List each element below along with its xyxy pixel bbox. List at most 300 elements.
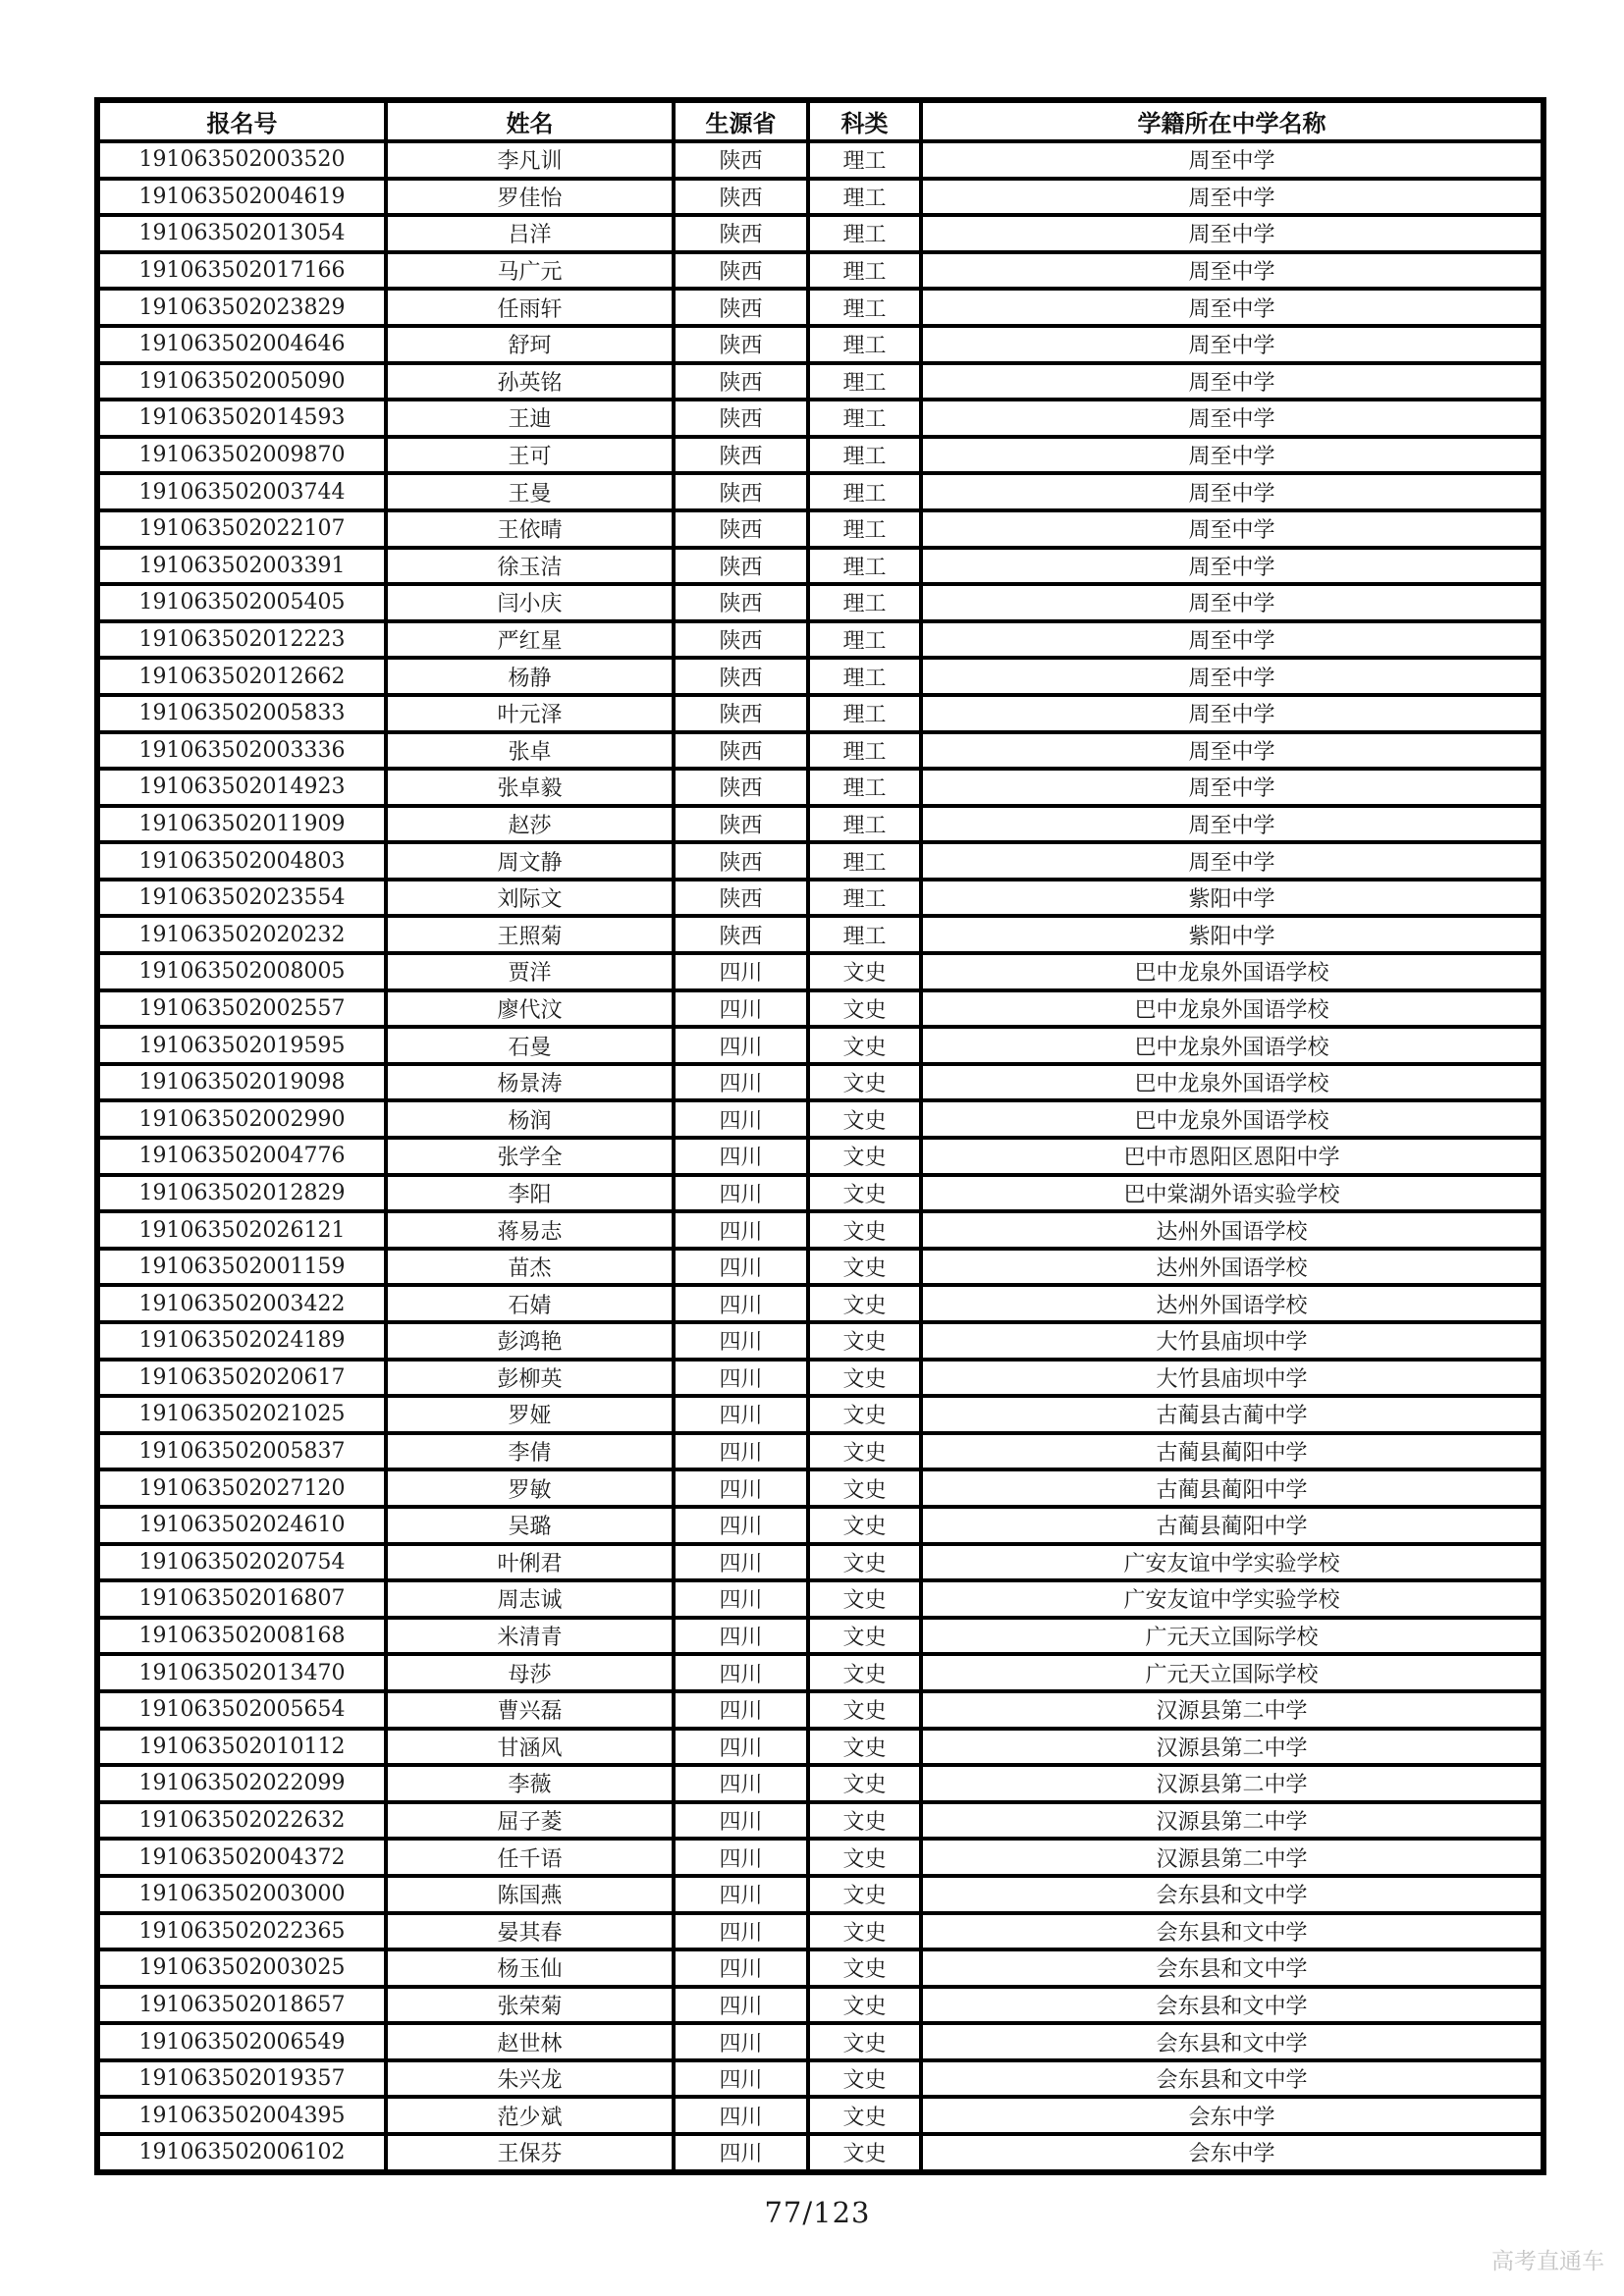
cell-subject-category: 文史 bbox=[808, 953, 921, 990]
cell-name: 张卓毅 bbox=[386, 769, 674, 806]
cell-registration-number: 191063502020754 bbox=[97, 1544, 386, 1581]
cell-source-province: 陕西 bbox=[674, 510, 808, 548]
cell-school-name: 周至中学 bbox=[921, 179, 1543, 216]
cell-school-name: 巴中龙泉外国语学校 bbox=[921, 1100, 1543, 1138]
col-header-name: 姓名 bbox=[386, 100, 674, 141]
cell-subject-category: 文史 bbox=[808, 1360, 921, 1397]
table-row bbox=[97, 1580, 1543, 1618]
table-row bbox=[97, 141, 1543, 179]
table-body bbox=[97, 141, 1543, 2172]
cell-subject-category: 文史 bbox=[808, 1322, 921, 1360]
cell-source-province: 四川 bbox=[674, 1987, 808, 2024]
table-row bbox=[97, 1249, 1543, 1286]
cell-school-name: 会东县和文中学 bbox=[921, 2023, 1543, 2060]
cell-subject-category: 理工 bbox=[808, 252, 921, 290]
cell-source-province: 陕西 bbox=[674, 732, 808, 770]
cell-registration-number: 191063502024189 bbox=[97, 1322, 386, 1360]
table-row bbox=[97, 1322, 1543, 1360]
cell-source-province: 陕西 bbox=[674, 400, 808, 437]
cell-subject-category: 文史 bbox=[808, 990, 921, 1028]
table-row bbox=[97, 1285, 1543, 1322]
table-row bbox=[97, 1360, 1543, 1397]
cell-registration-number: 191063502022365 bbox=[97, 1913, 386, 1950]
cell-subject-category: 理工 bbox=[808, 289, 921, 326]
cell-name: 朱兴龙 bbox=[386, 2060, 674, 2098]
cell-registration-number: 191063502009870 bbox=[97, 437, 386, 474]
table-row bbox=[97, 1839, 1543, 1876]
table-row bbox=[97, 880, 1543, 917]
cell-school-name: 广元天立国际学校 bbox=[921, 1618, 1543, 1655]
cell-school-name: 会东中学 bbox=[921, 2134, 1543, 2172]
cell-name: 母莎 bbox=[386, 1654, 674, 1691]
cell-source-province: 陕西 bbox=[674, 695, 808, 732]
cell-registration-number: 191063502019098 bbox=[97, 1064, 386, 1101]
cell-source-province: 四川 bbox=[674, 1507, 808, 1544]
table-row bbox=[97, 1765, 1543, 1802]
cell-registration-number: 191063502010112 bbox=[97, 1729, 386, 1766]
cell-registration-number: 191063502027120 bbox=[97, 1469, 386, 1507]
cell-name: 闫小庆 bbox=[386, 584, 674, 621]
cell-school-name: 广安友谊中学实验学校 bbox=[921, 1580, 1543, 1618]
cell-registration-number: 191063502016807 bbox=[97, 1580, 386, 1618]
cell-school-name: 会东县和文中学 bbox=[921, 1913, 1543, 1950]
cell-source-province: 陕西 bbox=[674, 548, 808, 585]
cell-school-name: 达州外国语学校 bbox=[921, 1285, 1543, 1322]
cell-source-province: 四川 bbox=[674, 1360, 808, 1397]
cell-name: 杨静 bbox=[386, 658, 674, 695]
cell-subject-category: 文史 bbox=[808, 1138, 921, 1175]
cell-name: 罗佳怡 bbox=[386, 179, 674, 216]
cell-name: 舒珂 bbox=[386, 326, 674, 363]
cell-registration-number: 191063502002990 bbox=[97, 1100, 386, 1138]
cell-subject-category: 文史 bbox=[808, 1949, 921, 1987]
cell-school-name: 会东县和文中学 bbox=[921, 1987, 1543, 2024]
cell-name: 米清青 bbox=[386, 1618, 674, 1655]
table-row bbox=[97, 1507, 1543, 1544]
table-row bbox=[97, 179, 1543, 216]
table-row bbox=[97, 1211, 1543, 1249]
cell-registration-number: 191063502022632 bbox=[97, 1802, 386, 1840]
cell-school-name: 周至中学 bbox=[921, 400, 1543, 437]
table-row bbox=[97, 1729, 1543, 1766]
table-row bbox=[97, 842, 1543, 880]
cell-subject-category: 理工 bbox=[808, 473, 921, 510]
cell-subject-category: 文史 bbox=[808, 1469, 921, 1507]
cell-registration-number: 191063502004646 bbox=[97, 326, 386, 363]
cell-source-province: 陕西 bbox=[674, 769, 808, 806]
cell-registration-number: 191063502012223 bbox=[97, 621, 386, 659]
cell-subject-category: 文史 bbox=[808, 1027, 921, 1064]
cell-source-province: 陕西 bbox=[674, 141, 808, 179]
cell-source-province: 四川 bbox=[674, 1691, 808, 1729]
cell-source-province: 四川 bbox=[674, 2023, 808, 2060]
table-row bbox=[97, 510, 1543, 548]
table-row bbox=[97, 2023, 1543, 2060]
cell-subject-category: 文史 bbox=[808, 1175, 921, 1212]
cell-school-name: 达州外国语学校 bbox=[921, 1249, 1543, 1286]
table-row bbox=[97, 1913, 1543, 1950]
cell-school-name: 周至中学 bbox=[921, 584, 1543, 621]
cell-school-name: 汉源县第二中学 bbox=[921, 1802, 1543, 1840]
table-row bbox=[97, 1691, 1543, 1729]
table-row bbox=[97, 584, 1543, 621]
cell-source-province: 四川 bbox=[674, 1618, 808, 1655]
table-row bbox=[97, 289, 1543, 326]
cell-source-province: 陕西 bbox=[674, 473, 808, 510]
cell-name: 彭柳英 bbox=[386, 1360, 674, 1397]
table-row bbox=[97, 2060, 1543, 2098]
table-row bbox=[97, 473, 1543, 510]
col-header-registration-number: 报名号 bbox=[97, 100, 386, 141]
cell-school-name: 会东县和文中学 bbox=[921, 1949, 1543, 1987]
table-row bbox=[97, 990, 1543, 1028]
cell-source-province: 陕西 bbox=[674, 806, 808, 843]
cell-registration-number: 191063502013054 bbox=[97, 215, 386, 252]
cell-source-province: 四川 bbox=[674, 1729, 808, 1766]
cell-subject-category: 文史 bbox=[808, 1765, 921, 1802]
cell-name: 严红星 bbox=[386, 621, 674, 659]
cell-name: 范少斌 bbox=[386, 2097, 674, 2134]
cell-registration-number: 191063502013470 bbox=[97, 1654, 386, 1691]
cell-school-name: 巴中龙泉外国语学校 bbox=[921, 990, 1543, 1028]
cell-school-name: 达州外国语学校 bbox=[921, 1211, 1543, 1249]
table-header-row bbox=[97, 100, 1543, 141]
table-row bbox=[97, 1618, 1543, 1655]
cell-school-name: 古蔺县古蔺中学 bbox=[921, 1396, 1543, 1433]
cell-name: 罗敏 bbox=[386, 1469, 674, 1507]
cell-source-province: 四川 bbox=[674, 2060, 808, 2098]
table-row bbox=[97, 1949, 1543, 1987]
col-header-source-province: 生源省 bbox=[674, 100, 808, 141]
cell-subject-category: 理工 bbox=[808, 548, 921, 585]
cell-registration-number: 191063502006102 bbox=[97, 2134, 386, 2172]
cell-registration-number: 191063502003422 bbox=[97, 1285, 386, 1322]
cell-school-name: 广元天立国际学校 bbox=[921, 1654, 1543, 1691]
cell-school-name: 周至中学 bbox=[921, 621, 1543, 659]
cell-school-name: 周至中学 bbox=[921, 769, 1543, 806]
cell-subject-category: 理工 bbox=[808, 215, 921, 252]
cell-subject-category: 理工 bbox=[808, 179, 921, 216]
table-row bbox=[97, 1654, 1543, 1691]
cell-registration-number: 191063502008168 bbox=[97, 1618, 386, 1655]
cell-school-name: 周至中学 bbox=[921, 473, 1543, 510]
cell-source-province: 四川 bbox=[674, 1469, 808, 1507]
cell-registration-number: 191063502008005 bbox=[97, 953, 386, 990]
cell-registration-number: 191063502018657 bbox=[97, 1987, 386, 2024]
cell-school-name: 大竹县庙坝中学 bbox=[921, 1322, 1543, 1360]
cell-name: 王保芬 bbox=[386, 2134, 674, 2172]
cell-registration-number: 191063502004776 bbox=[97, 1138, 386, 1175]
cell-source-province: 四川 bbox=[674, 990, 808, 1028]
page-number: 77/123 bbox=[764, 2196, 871, 2229]
cell-source-province: 四川 bbox=[674, 1100, 808, 1138]
table-row bbox=[97, 769, 1543, 806]
table-row bbox=[97, 437, 1543, 474]
cell-name: 石婧 bbox=[386, 1285, 674, 1322]
table-row bbox=[97, 806, 1543, 843]
table-row bbox=[97, 1544, 1543, 1581]
cell-source-province: 四川 bbox=[674, 1433, 808, 1470]
cell-name: 周文静 bbox=[386, 842, 674, 880]
cell-source-province: 四川 bbox=[674, 1249, 808, 1286]
cell-school-name: 周至中学 bbox=[921, 289, 1543, 326]
cell-name: 曹兴磊 bbox=[386, 1691, 674, 1729]
cell-name: 李薇 bbox=[386, 1765, 674, 1802]
cell-name: 彭鸿艳 bbox=[386, 1322, 674, 1360]
cell-registration-number: 191063502006549 bbox=[97, 2023, 386, 2060]
cell-name: 徐玉洁 bbox=[386, 548, 674, 585]
cell-name: 杨润 bbox=[386, 1100, 674, 1138]
cell-registration-number: 191063502001159 bbox=[97, 1249, 386, 1286]
cell-registration-number: 191063502019595 bbox=[97, 1027, 386, 1064]
cell-registration-number: 191063502022107 bbox=[97, 510, 386, 548]
table-row bbox=[97, 953, 1543, 990]
cell-name: 任千语 bbox=[386, 1839, 674, 1876]
cell-registration-number: 191063502021025 bbox=[97, 1396, 386, 1433]
cell-school-name: 紫阳中学 bbox=[921, 880, 1543, 917]
cell-subject-category: 理工 bbox=[808, 437, 921, 474]
cell-registration-number: 191063502005654 bbox=[97, 1691, 386, 1729]
cell-school-name: 会东中学 bbox=[921, 2097, 1543, 2134]
cell-school-name: 周至中学 bbox=[921, 806, 1543, 843]
cell-registration-number: 191063502005833 bbox=[97, 695, 386, 732]
cell-school-name: 周至中学 bbox=[921, 141, 1543, 179]
cell-registration-number: 191063502024610 bbox=[97, 1507, 386, 1544]
table-row bbox=[97, 1064, 1543, 1101]
table-row bbox=[97, 1027, 1543, 1064]
cell-source-province: 陕西 bbox=[674, 252, 808, 290]
cell-subject-category: 理工 bbox=[808, 916, 921, 953]
cell-name: 赵莎 bbox=[386, 806, 674, 843]
cell-registration-number: 191063502014923 bbox=[97, 769, 386, 806]
cell-source-province: 四川 bbox=[674, 2097, 808, 2134]
cell-subject-category: 文史 bbox=[808, 1802, 921, 1840]
cell-name: 吕洋 bbox=[386, 215, 674, 252]
cell-name: 苗杰 bbox=[386, 1249, 674, 1286]
cell-school-name: 巴中龙泉外国语学校 bbox=[921, 953, 1543, 990]
cell-name: 张学全 bbox=[386, 1138, 674, 1175]
cell-source-province: 陕西 bbox=[674, 437, 808, 474]
cell-registration-number: 191063502003391 bbox=[97, 548, 386, 585]
cell-source-province: 四川 bbox=[674, 1175, 808, 1212]
cell-school-name: 汉源县第二中学 bbox=[921, 1839, 1543, 1876]
cell-source-province: 陕西 bbox=[674, 289, 808, 326]
cell-school-name: 周至中学 bbox=[921, 326, 1543, 363]
cell-source-province: 四川 bbox=[674, 1913, 808, 1950]
cell-subject-category: 理工 bbox=[808, 658, 921, 695]
cell-source-province: 四川 bbox=[674, 1396, 808, 1433]
cell-registration-number: 191063502012829 bbox=[97, 1175, 386, 1212]
cell-school-name: 巴中市恩阳区恩阳中学 bbox=[921, 1138, 1543, 1175]
table-row bbox=[97, 658, 1543, 695]
cell-school-name: 古蔺县蔺阳中学 bbox=[921, 1507, 1543, 1544]
cell-registration-number: 191063502023829 bbox=[97, 289, 386, 326]
cell-school-name: 周至中学 bbox=[921, 437, 1543, 474]
cell-source-province: 四川 bbox=[674, 1064, 808, 1101]
table-row bbox=[97, 621, 1543, 659]
cell-subject-category: 理工 bbox=[808, 141, 921, 179]
table-row bbox=[97, 400, 1543, 437]
cell-school-name: 古蔺县蔺阳中学 bbox=[921, 1469, 1543, 1507]
cell-registration-number: 191063502003336 bbox=[97, 732, 386, 770]
cell-source-province: 陕西 bbox=[674, 215, 808, 252]
cell-registration-number: 191063502019357 bbox=[97, 2060, 386, 2098]
cell-source-province: 四川 bbox=[674, 1211, 808, 1249]
cell-registration-number: 191063502005405 bbox=[97, 584, 386, 621]
cell-registration-number: 191063502017166 bbox=[97, 252, 386, 290]
cell-registration-number: 191063502002557 bbox=[97, 990, 386, 1028]
cell-subject-category: 理工 bbox=[808, 363, 921, 400]
cell-school-name: 周至中学 bbox=[921, 658, 1543, 695]
table-row bbox=[97, 1100, 1543, 1138]
cell-school-name: 周至中学 bbox=[921, 695, 1543, 732]
cell-name: 蒋易志 bbox=[386, 1211, 674, 1249]
cell-name: 王曼 bbox=[386, 473, 674, 510]
cell-name: 贾洋 bbox=[386, 953, 674, 990]
table-row bbox=[97, 363, 1543, 400]
cell-source-province: 四川 bbox=[674, 953, 808, 990]
cell-subject-category: 文史 bbox=[808, 1987, 921, 2024]
cell-registration-number: 191063502003000 bbox=[97, 1876, 386, 1913]
cell-subject-category: 文史 bbox=[808, 1433, 921, 1470]
cell-subject-category: 文史 bbox=[808, 1100, 921, 1138]
cell-name: 廖代汶 bbox=[386, 990, 674, 1028]
cell-registration-number: 191063502004619 bbox=[97, 179, 386, 216]
cell-source-province: 四川 bbox=[674, 1949, 808, 1987]
cell-name: 李阳 bbox=[386, 1175, 674, 1212]
table-row bbox=[97, 1433, 1543, 1470]
cell-registration-number: 191063502003520 bbox=[97, 141, 386, 179]
cell-source-province: 四川 bbox=[674, 1654, 808, 1691]
cell-subject-category: 理工 bbox=[808, 584, 921, 621]
cell-registration-number: 191063502014593 bbox=[97, 400, 386, 437]
cell-name: 甘涵风 bbox=[386, 1729, 674, 1766]
cell-school-name: 巴中棠湖外语实验学校 bbox=[921, 1175, 1543, 1212]
cell-name: 刘际文 bbox=[386, 880, 674, 917]
cell-source-province: 四川 bbox=[674, 1322, 808, 1360]
table-header bbox=[97, 100, 1543, 141]
cell-school-name: 周至中学 bbox=[921, 548, 1543, 585]
cell-registration-number: 191063502003744 bbox=[97, 473, 386, 510]
cell-registration-number: 191063502020232 bbox=[97, 916, 386, 953]
cell-source-province: 陕西 bbox=[674, 880, 808, 917]
cell-registration-number: 191063502004803 bbox=[97, 842, 386, 880]
cell-school-name: 紫阳中学 bbox=[921, 916, 1543, 953]
cell-school-name: 周至中学 bbox=[921, 732, 1543, 770]
cell-school-name: 巴中龙泉外国语学校 bbox=[921, 1027, 1543, 1064]
cell-subject-category: 文史 bbox=[808, 1913, 921, 1950]
cell-source-province: 四川 bbox=[674, 1027, 808, 1064]
cell-subject-category: 文史 bbox=[808, 1507, 921, 1544]
cell-name: 吴璐 bbox=[386, 1507, 674, 1544]
cell-subject-category: 文史 bbox=[808, 2134, 921, 2172]
cell-registration-number: 191063502020617 bbox=[97, 1360, 386, 1397]
cell-registration-number: 191063502012662 bbox=[97, 658, 386, 695]
cell-school-name: 周至中学 bbox=[921, 363, 1543, 400]
cell-school-name: 汉源县第二中学 bbox=[921, 1729, 1543, 1766]
cell-name: 王可 bbox=[386, 437, 674, 474]
cell-registration-number: 191063502011909 bbox=[97, 806, 386, 843]
table-row bbox=[97, 326, 1543, 363]
cell-school-name: 汉源县第二中学 bbox=[921, 1691, 1543, 1729]
cell-school-name: 广安友谊中学实验学校 bbox=[921, 1544, 1543, 1581]
cell-source-province: 四川 bbox=[674, 1138, 808, 1175]
cell-subject-category: 理工 bbox=[808, 732, 921, 770]
table-row bbox=[97, 548, 1543, 585]
cell-name: 李凡训 bbox=[386, 141, 674, 179]
cell-registration-number: 191063502026121 bbox=[97, 1211, 386, 1249]
cell-registration-number: 191063502003025 bbox=[97, 1949, 386, 1987]
cell-name: 陈国燕 bbox=[386, 1876, 674, 1913]
cell-subject-category: 文史 bbox=[808, 2060, 921, 2098]
cell-name: 王依晴 bbox=[386, 510, 674, 548]
cell-school-name: 会东县和文中学 bbox=[921, 1876, 1543, 1913]
cell-registration-number: 191063502005090 bbox=[97, 363, 386, 400]
table-row bbox=[97, 2097, 1543, 2134]
cell-school-name: 会东县和文中学 bbox=[921, 2060, 1543, 2098]
cell-name: 王迪 bbox=[386, 400, 674, 437]
cell-name: 杨玉仙 bbox=[386, 1949, 674, 1987]
cell-name: 张荣菊 bbox=[386, 1987, 674, 2024]
cell-subject-category: 文史 bbox=[808, 1876, 921, 1913]
cell-registration-number: 191063502022099 bbox=[97, 1765, 386, 1802]
cell-subject-category: 文史 bbox=[808, 1580, 921, 1618]
cell-name: 任雨轩 bbox=[386, 289, 674, 326]
cell-subject-category: 理工 bbox=[808, 806, 921, 843]
cell-name: 晏其春 bbox=[386, 1913, 674, 1950]
cell-subject-category: 理工 bbox=[808, 842, 921, 880]
table-row bbox=[97, 2134, 1543, 2172]
cell-subject-category: 文史 bbox=[808, 1064, 921, 1101]
cell-source-province: 陕西 bbox=[674, 916, 808, 953]
cell-name: 马广元 bbox=[386, 252, 674, 290]
cell-source-province: 四川 bbox=[674, 1544, 808, 1581]
table-row bbox=[97, 732, 1543, 770]
table-row bbox=[97, 1876, 1543, 1913]
cell-source-province: 四川 bbox=[674, 1876, 808, 1913]
cell-subject-category: 理工 bbox=[808, 510, 921, 548]
cell-registration-number: 191063502004395 bbox=[97, 2097, 386, 2134]
cell-subject-category: 文史 bbox=[808, 1285, 921, 1322]
table-row bbox=[97, 1987, 1543, 2024]
table-row bbox=[97, 1469, 1543, 1507]
cell-subject-category: 理工 bbox=[808, 695, 921, 732]
cell-name: 赵世林 bbox=[386, 2023, 674, 2060]
cell-subject-category: 文史 bbox=[808, 1839, 921, 1876]
table-row bbox=[97, 1396, 1543, 1433]
table-row bbox=[97, 1138, 1543, 1175]
cell-source-province: 四川 bbox=[674, 1580, 808, 1618]
cell-name: 石曼 bbox=[386, 1027, 674, 1064]
cell-subject-category: 文史 bbox=[808, 1396, 921, 1433]
cell-subject-category: 文史 bbox=[808, 2097, 921, 2134]
cell-source-province: 四川 bbox=[674, 1839, 808, 1876]
cell-name: 罗娅 bbox=[386, 1396, 674, 1433]
cell-name: 叶俐君 bbox=[386, 1544, 674, 1581]
table-row bbox=[97, 1175, 1543, 1212]
student-roster-table bbox=[94, 97, 1546, 2175]
cell-school-name: 大竹县庙坝中学 bbox=[921, 1360, 1543, 1397]
cell-school-name: 周至中学 bbox=[921, 252, 1543, 290]
cell-subject-category: 文史 bbox=[808, 2023, 921, 2060]
cell-source-province: 陕西 bbox=[674, 584, 808, 621]
cell-source-province: 陕西 bbox=[674, 179, 808, 216]
cell-source-province: 四川 bbox=[674, 1765, 808, 1802]
cell-subject-category: 理工 bbox=[808, 880, 921, 917]
cell-registration-number: 191063502023554 bbox=[97, 880, 386, 917]
cell-source-province: 陕西 bbox=[674, 363, 808, 400]
col-header-subject-category: 科类 bbox=[808, 100, 921, 141]
